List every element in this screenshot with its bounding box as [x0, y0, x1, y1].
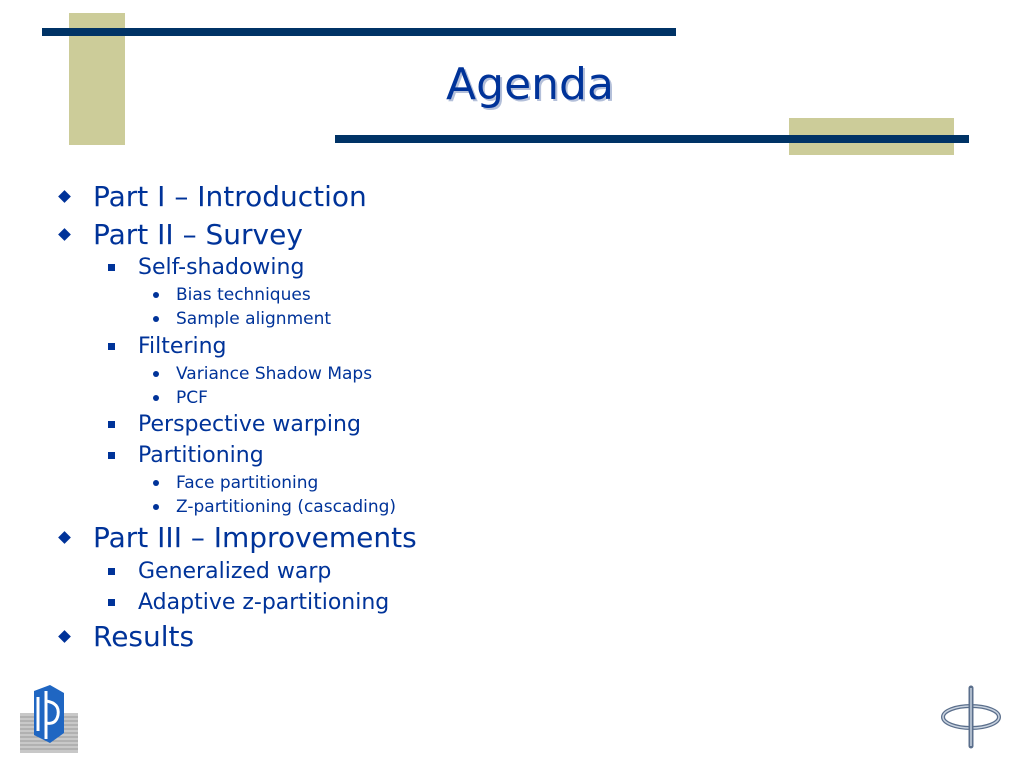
agenda-subitem: [138, 557, 331, 587]
agenda-item: [93, 178, 367, 216]
navy-rule-bottom: [335, 135, 969, 143]
diamond-bullet-icon: [58, 190, 71, 203]
agenda-subitem-text: Self-shadowing: [138, 255, 305, 280]
agenda-subsubitem-text: Variance Shadow Maps: [176, 364, 373, 384]
agenda-subitem: [138, 332, 227, 362]
agenda-item: [93, 618, 194, 656]
agenda-subsubitem-text: Sample alignment: [176, 309, 332, 329]
dot-bullet-icon: [153, 480, 159, 486]
institution-logo-icon: [20, 683, 80, 755]
square-bullet-icon: [108, 264, 115, 271]
agenda-subsubitem: [176, 283, 311, 307]
slide-title: Agenda: [446, 59, 614, 110]
agenda-subitem-text: Filtering: [138, 334, 227, 359]
agenda-subsubitem: [176, 471, 318, 495]
dot-bullet-icon: [153, 371, 159, 377]
agenda-subsubitem: [176, 495, 396, 519]
agenda-subitem-text: Adaptive z-partitioning: [138, 590, 390, 615]
diamond-bullet-icon: [58, 531, 71, 544]
square-bullet-icon: [108, 421, 115, 428]
dot-bullet-icon: [153, 316, 159, 322]
agenda-subsubitem: [176, 307, 331, 331]
agenda-subsubitem-text: Bias techniques: [176, 285, 311, 305]
agenda-subsubitem-text: Face partitioning: [176, 473, 319, 493]
agenda-item: [93, 519, 417, 557]
agenda-subitem: [138, 410, 361, 440]
diamond-bullet-icon: [58, 630, 71, 643]
agenda-subsubitem: [176, 386, 208, 410]
agenda-subsubitem: [176, 362, 372, 386]
agenda-item-text: Results: [93, 620, 195, 653]
dot-bullet-icon: [153, 504, 159, 510]
crosshair-ring-logo-icon: [938, 685, 1004, 749]
dot-bullet-icon: [153, 395, 159, 401]
agenda-subitem-text: Generalized warp: [138, 559, 332, 584]
agenda-subitem: [138, 588, 389, 618]
agenda-item-text: Part I – Introduction: [93, 180, 367, 213]
agenda-item-text: Part III – Improvements: [93, 521, 417, 554]
agenda-subsubitem-text: Z-partitioning (cascading): [176, 497, 397, 517]
agenda-subitem: [138, 253, 304, 283]
dot-bullet-icon: [153, 292, 159, 298]
square-bullet-icon: [108, 343, 115, 350]
agenda-subsubitem-text: PCF: [176, 388, 208, 408]
agenda-subitem-text: Partitioning: [138, 443, 264, 468]
agenda-item: [93, 216, 303, 254]
agenda-subitem: [138, 441, 264, 471]
navy-rule-top: [42, 28, 676, 36]
square-bullet-icon: [108, 452, 115, 459]
agenda-item-text: Part II – Survey: [93, 218, 303, 251]
square-bullet-icon: [108, 599, 115, 606]
square-bullet-icon: [108, 568, 115, 575]
agenda-subitem-text: Perspective warping: [138, 412, 361, 437]
diamond-bullet-icon: [58, 228, 71, 241]
